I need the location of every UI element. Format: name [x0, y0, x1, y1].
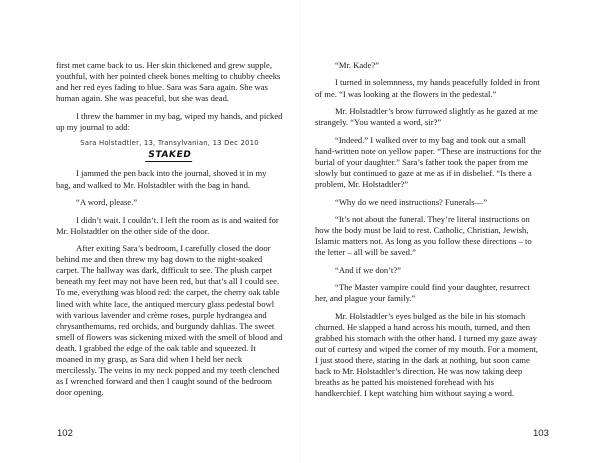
left-paragraph-2: I threw the hammer in my bag, wiped my hands, and picked up my journal to add: — [56, 110, 283, 132]
right-paragraph-7: “And if we don’t?” — [335, 264, 401, 275]
page-number-left: 102 — [57, 428, 73, 439]
right-paragraph-1: “Mr. Kade?” — [335, 60, 379, 70]
page-gutter — [299, 0, 301, 463]
right-paragraph-2: I turned in solemnness, my hands peacefully folded in front of me. “I was looking at the flowers in the pedestal.” — [315, 77, 540, 99]
left-paragraph-5: I didn’t wait. I couldn’t. I left the room as is and waited for Mr. Holstadtler on the other side of the door. — [56, 214, 279, 236]
staked-stamp-text: STAKED — [145, 150, 194, 162]
left-paragraph-3: I jammed the pen back into the journal, shoved it in my bag, and walked to Mr. Holstadtler with the bag in hand. — [56, 168, 267, 190]
right-paragraph-8: “The Master vampire could find your daughter, resurrect her, and plague your family.” — [315, 282, 530, 304]
journal-entry: Sara Holstadtler, 13, Transylvanian, 13 Dec 2010 — [80, 139, 259, 148]
right-paragraph-9: Mr. Holstadtler’s eyes bulged as the bile in his stomach churned. He slapped a hand across his mouth, turned, and then grabbed his stomach with the other hand. I turned my gaze away out of curtesy and wiped the corner of my mouth. For a moment, I just stood there, staring in the dark at nothing, but soon came back to Mr. Holstadtler’s direction. He was now taking deep breaths as he patted his moistened forehead with his handkerchief. I kept watching him without saying a word. — [315, 310, 538, 399]
left-page — [56, 60, 283, 405]
staked-stamp — [56, 149, 283, 162]
right-paragraph-6: “It’s not about the funeral. They’re literal instructions on how the body must be laid to rest. Catholic, Christian, Jewish, Islamic matters not. As long as you follow these directions – to the letter – all will be saved.” — [315, 213, 532, 258]
left-paragraph-1: first met came back to us. Her skin thickened and grew supple, youthful, with her pointed cheek bones melting to chubby cheeks and her red eyes fading to blue. Sara was Sara again. She was human again. She was peaceful, but she was dead. — [56, 60, 281, 104]
left-paragraph-4: “A word, please.” — [76, 197, 138, 208]
right-paragraph-3: Mr. Holstadtler’s brow furrowed slightly as he gazed at me strangely. “You wanted a word, sir?” — [315, 106, 538, 128]
right-paragraph-4: “Indeed.” I walked over to my bag and took out a small hand-written note on yellow paper. “These are instructions for the burial of your daughter.” Sara’s father took the paper from me slowly but continued to gaze at me as if in disbelief. “Is there a problem, Mr. Holstadtler?” — [315, 134, 542, 190]
right-paragraph-5: “Why do we need instructions? Funerals—” — [335, 196, 488, 207]
left-paragraph-6: After exiting Sara’s bedroom, I carefully closed the door behind me and then threw my bag down to the night-soaked carpet. The hallway was dark, difficult to see. The plush carpet beneath my feet may not have been red, but that’s all I could see. To me, everything was blood red: the carpet, the cherry oak table lined with white lace, the antiqued mercury glass pedestal bowl with various lavender and crème roses, purple hydrangea and chrysanthemums, red orchids, and burgundy dahlias. The sweet smell of flowers was sickening mixed with the smell of blood and death. I grabbed the edge of the oak table and squeezed. It moaned in my grasp, as Sara did when I held her neck mercilessly. The veins in my neck popped and my teeth clenched as I wrenched forward and then I caught sound of the bedroom door opening. — [56, 243, 283, 398]
page-number-right: 103 — [533, 428, 549, 439]
right-page — [315, 60, 542, 406]
